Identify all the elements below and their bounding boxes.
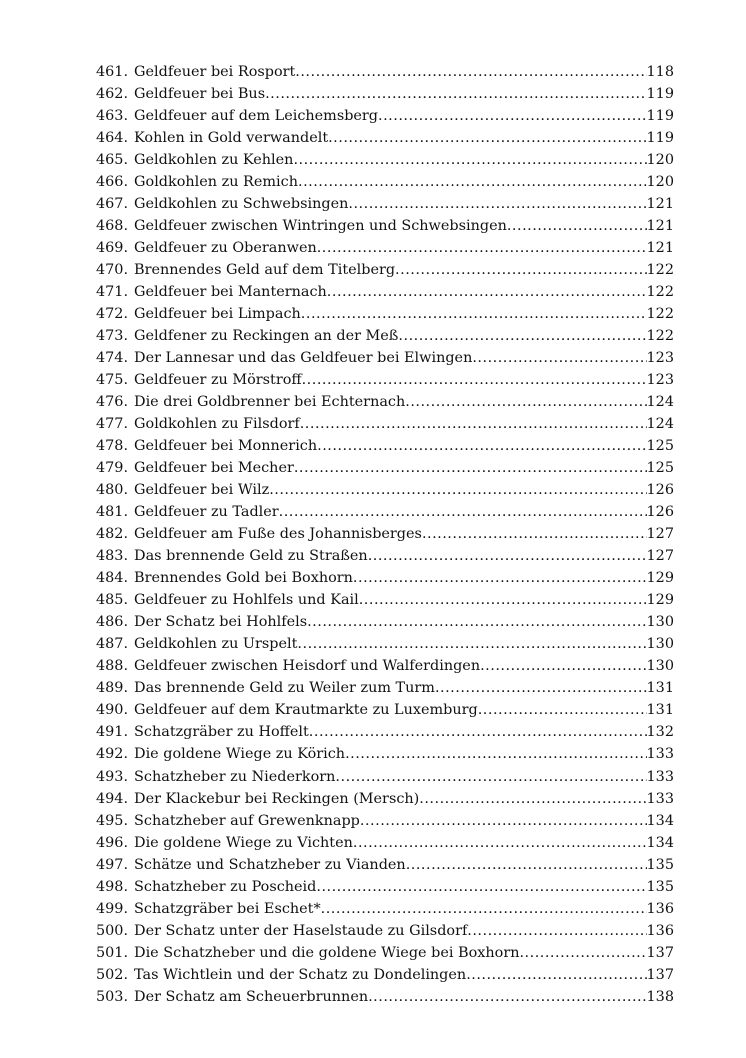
toc-entry-number: 484.	[96, 570, 129, 587]
toc-entry-number: 485.	[96, 592, 129, 609]
toc-leader-dots	[297, 633, 646, 655]
toc-entry-title: Geldfeuer bei Limpach	[134, 306, 301, 323]
toc-entry-page-number: 121	[646, 218, 674, 235]
toc-entry-title: Geldfeuer zu Oberanwen	[134, 240, 317, 257]
toc-entry-title: Geldfener zu Reckingen an der Meß	[134, 328, 399, 345]
toc-leader-dots	[317, 435, 646, 457]
toc-entry-number: 480.	[96, 482, 129, 499]
toc-entry[interactable]	[96, 281, 674, 303]
toc-entry-title: Der Klackebur bei Reckingen (Mersch)	[134, 790, 420, 807]
toc-entry-number: 469.	[96, 240, 129, 257]
toc-entry[interactable]	[96, 766, 674, 788]
toc-entry[interactable]	[96, 876, 674, 898]
toc-entry-page-number: 136	[646, 900, 674, 917]
toc-leader-dots	[345, 743, 646, 765]
toc-leader-dots	[353, 567, 647, 589]
toc-entry-number: 464.	[96, 130, 129, 147]
toc-entry[interactable]	[96, 215, 674, 237]
toc-entry-page-number: 130	[646, 658, 674, 675]
toc-entry-title: Schatzheber auf Grewenknapp	[134, 812, 360, 829]
toc-entry-number: 475.	[96, 372, 129, 389]
toc-entry-number: 496.	[96, 834, 129, 851]
toc-entry[interactable]	[96, 303, 674, 325]
toc-leader-dots	[328, 127, 646, 149]
toc-entry-title: Geldfeuer auf dem Krautmarkte zu Luxemburg	[134, 702, 478, 719]
toc-entry-number: 499.	[96, 900, 129, 917]
toc-leader-dots	[348, 193, 646, 215]
toc-entry[interactable]	[96, 369, 674, 391]
toc-entry-number: 493.	[96, 768, 129, 785]
toc-entry-page-number: 125	[646, 460, 674, 477]
toc-entry-page-number: 122	[646, 262, 674, 279]
toc-entry-title: Geldfeuer bei Wilz	[134, 482, 270, 499]
toc-entry-page-number: 124	[646, 394, 674, 411]
toc-entry-number: 494.	[96, 790, 129, 807]
toc-leader-dots	[327, 281, 647, 303]
toc-entry[interactable]	[96, 832, 674, 854]
toc-entry-number: 481.	[96, 504, 129, 521]
toc-leader-dots	[265, 83, 646, 105]
toc-leader-dots	[466, 964, 646, 986]
toc-entry[interactable]	[96, 810, 674, 832]
toc-entry-number: 489.	[96, 680, 129, 697]
toc-entry-page-number: 124	[646, 416, 674, 433]
toc-entry-page-number: 127	[646, 526, 674, 543]
toc-entry-number: 482.	[96, 526, 129, 543]
toc-entry-number: 468.	[96, 218, 129, 235]
toc-entry[interactable]	[96, 171, 674, 193]
toc-entry-title: Geldfeuer auf dem Leichemsberg	[134, 108, 379, 125]
toc-leader-dots	[293, 149, 646, 171]
toc-leader-dots	[298, 171, 647, 193]
toc-entry-number: 483.	[96, 548, 129, 565]
toc-leader-dots	[301, 303, 647, 325]
toc-leader-dots	[480, 655, 646, 677]
toc-entry-page-number: 123	[646, 372, 674, 389]
toc-entry-page-number: 123	[646, 350, 674, 367]
toc-entry-title: Kohlen in Gold verwandelt	[134, 130, 329, 147]
toc-entry-title: Geldfeuer zwischen Wintringen und Schwebsingen	[134, 218, 507, 235]
toc-entry-number: 492.	[96, 746, 129, 763]
toc-entry[interactable]	[96, 83, 674, 105]
toc-entry-title: Die goldene Wiege zu Körich	[134, 746, 346, 763]
toc-entry-page-number: 121	[646, 196, 674, 213]
toc-entry[interactable]	[96, 105, 674, 127]
toc-entry-number: 466.	[96, 174, 129, 191]
toc-entry-title: Geldfeuer bei Rosport	[134, 64, 296, 80]
toc-entry-title: Geldkohlen zu Kehlen	[134, 152, 294, 169]
toc-entry-number: 473.	[96, 328, 129, 345]
toc-entry-page-number: 119	[646, 108, 674, 125]
toc-entry-title: Das brennende Geld zu Straßen	[134, 548, 368, 565]
toc-entry[interactable]	[96, 788, 674, 810]
toc-entry[interactable]	[96, 898, 674, 920]
toc-entry-number: 491.	[96, 724, 129, 741]
toc-entry-title: Schatzheber zu Niederkorn	[134, 768, 336, 785]
toc-leader-dots	[359, 589, 647, 611]
toc-entry-number: 498.	[96, 878, 129, 895]
toc-entry-page-number: 127	[646, 548, 674, 565]
toc-entry[interactable]	[96, 567, 674, 589]
toc-entry-number: 486.	[96, 614, 129, 631]
toc-entry-number: 472.	[96, 306, 129, 323]
toc-entry-number: 479.	[96, 460, 129, 477]
toc-leader-dots	[395, 259, 646, 281]
toc-entry[interactable]	[96, 391, 674, 413]
toc-entry[interactable]	[96, 920, 674, 942]
toc-entry[interactable]	[96, 655, 674, 677]
toc-entry-number: 502.	[96, 966, 129, 983]
toc-entry-title: Tas Wichtlein und der Schatz zu Dondelingen	[134, 966, 467, 983]
toc-entry-page-number: 125	[646, 438, 674, 455]
toc-entry-title: Die drei Goldbrenner bei Echternach	[134, 394, 406, 411]
toc-leader-dots	[300, 413, 647, 435]
toc-entry[interactable]	[96, 589, 674, 611]
toc-entry-number: 478.	[96, 438, 129, 455]
toc-leader-dots	[321, 898, 647, 920]
toc-entry-title: Schatzheber zu Poscheid	[134, 878, 317, 895]
toc-leader-dots	[317, 237, 647, 259]
toc-entry[interactable]	[96, 61, 674, 83]
toc-entry-number: 488.	[96, 658, 129, 675]
toc-entry-title: Der Schatz bei Hohlfels	[134, 614, 308, 631]
toc-leader-dots	[279, 501, 647, 523]
toc-entry-page-number: 130	[646, 636, 674, 653]
toc-entry-page-number: 119	[646, 86, 674, 103]
toc-entry-number: 490.	[96, 702, 129, 719]
toc-entry-page-number: 133	[646, 746, 674, 763]
toc-entry-page-number: 126	[646, 482, 674, 499]
toc-entry[interactable]	[96, 457, 674, 479]
toc-leader-dots	[307, 611, 646, 633]
toc-entry-title: Das brennende Geld zu Weiler zum Turm	[134, 680, 435, 697]
toc-list	[96, 61, 674, 1008]
toc-entry[interactable]	[96, 193, 674, 215]
toc-entry-page-number: 129	[646, 570, 674, 587]
toc-entry-title: Der Lannesar und das Geldfeuer bei Elwingen	[134, 350, 473, 367]
toc-leader-dots	[435, 677, 647, 699]
toc-leader-dots	[519, 942, 646, 964]
toc-entry-page-number: 134	[646, 834, 674, 851]
toc-entry-title: Der Schatz am Scheuerbrunnen	[134, 988, 369, 1005]
toc-entry-page-number: 121	[646, 240, 674, 257]
toc-entry-page-number: 122	[646, 306, 674, 323]
toc-entry[interactable]	[96, 259, 674, 281]
toc-entry[interactable]	[96, 347, 674, 369]
toc-leader-dots	[507, 215, 647, 237]
toc-entry-number: 462.	[96, 86, 129, 103]
toc-entry-title: Goldkohlen zu Remich	[134, 174, 298, 191]
toc-entry-number: 503.	[96, 988, 129, 1005]
toc-entry-number: 461.	[96, 64, 129, 80]
toc-leader-dots	[335, 766, 646, 788]
toc-leader-dots	[353, 832, 647, 854]
toc-entry-title: Die Schatzheber und die goldene Wiege bei Boxhorn	[134, 944, 520, 961]
toc-entry-title: Geldkohlen zu Urspelt	[134, 636, 298, 653]
toc-entry-page-number: 122	[646, 284, 674, 301]
toc-entry-page-number: 119	[646, 130, 674, 147]
toc-entry-title: Geldfeuer am Fuße des Johannisberges	[134, 526, 422, 543]
toc-entry-title: Schatzgräber zu Hoffelt	[134, 724, 309, 741]
toc-entry-page-number: 134	[646, 812, 674, 829]
toc-entry-number: 477.	[96, 416, 129, 433]
toc-entry[interactable]	[96, 479, 674, 501]
toc-entry-page-number: 120	[646, 174, 674, 191]
toc-leader-dots	[478, 699, 647, 721]
toc-leader-dots	[269, 479, 646, 501]
toc-entry-page-number: 129	[646, 592, 674, 609]
toc-entry[interactable]	[96, 633, 674, 655]
toc-leader-dots	[295, 61, 646, 83]
toc-entry-page-number: 131	[646, 680, 674, 697]
toc-entry[interactable]	[96, 721, 674, 743]
toc-leader-dots	[368, 986, 646, 1008]
toc-entry-title: Geldfeuer bei Manternach	[134, 284, 327, 301]
toc-entry-page-number: 131	[646, 702, 674, 719]
toc-entry-title: Geldfeuer bei Bus	[134, 86, 266, 103]
toc-leader-dots	[316, 876, 646, 898]
toc-entry-title: Geldfeuer zwischen Heisdorf und Walferdingen	[134, 658, 481, 675]
toc-entry[interactable]	[96, 413, 674, 435]
toc-entry[interactable]	[96, 149, 674, 171]
toc-entry[interactable]	[96, 501, 674, 523]
toc-entry-title: Geldfeuer zu Hohlfels und Kail	[134, 592, 359, 609]
toc-entry-title: Geldfeuer zu Tadler	[134, 504, 279, 521]
toc-entry[interactable]	[96, 699, 674, 721]
toc-entry-number: 463.	[96, 108, 129, 125]
toc-entry[interactable]	[96, 854, 674, 876]
toc-entry-number: 467.	[96, 196, 129, 213]
toc-entry[interactable]	[96, 127, 674, 149]
toc-entry-title: Goldkohlen zu Filsdorf	[134, 416, 300, 433]
toc-entry-number: 465.	[96, 152, 129, 169]
toc-entry-page-number: 130	[646, 614, 674, 631]
toc-entry-page-number: 122	[646, 328, 674, 345]
toc-leader-dots	[398, 325, 646, 347]
toc-leader-dots	[302, 369, 647, 391]
toc-leader-dots	[309, 721, 647, 743]
toc-entry-page-number: 118	[646, 64, 674, 80]
toc-entry[interactable]	[96, 325, 674, 347]
toc-entry-number: 476.	[96, 394, 129, 411]
toc-entry[interactable]	[96, 237, 674, 259]
toc-entry[interactable]	[96, 964, 674, 986]
toc-entry-title: Schatzgräber bei Eschet*	[134, 900, 321, 917]
toc-entry-title: Der Schatz unter der Haselstaude zu Gilsdorf	[134, 922, 468, 939]
toc-entry-title: Geldfeuer bei Monnerich	[134, 438, 318, 455]
toc-entry[interactable]	[96, 523, 674, 545]
toc-entry-page-number: 138	[646, 988, 674, 1005]
toc-entry-title: Geldfeuer bei Mecher	[134, 460, 294, 477]
toc-leader-dots	[294, 457, 647, 479]
toc-entry-number: 474.	[96, 350, 129, 367]
toc-entry-title: Brennendes Geld auf dem Titelberg	[134, 262, 396, 279]
toc-leader-dots	[405, 391, 646, 413]
toc-leader-dots	[368, 545, 647, 567]
toc-entry-title: Die goldene Wiege zu Vichten	[134, 834, 353, 851]
toc-entry[interactable]	[96, 677, 674, 699]
toc-entry[interactable]	[96, 435, 674, 457]
toc-entry-number: 495.	[96, 812, 129, 829]
toc-entry-number: 470.	[96, 262, 129, 279]
toc-entry-number: 501.	[96, 944, 129, 961]
table-of-contents	[96, 61, 674, 1008]
toc-entry[interactable]	[96, 942, 674, 964]
toc-entry-title: Geldkohlen zu Schwebsingen	[134, 196, 349, 213]
toc-entry-page-number: 126	[646, 504, 674, 521]
toc-entry-number: 471.	[96, 284, 129, 301]
toc-entry-page-number: 133	[646, 790, 674, 807]
toc-entry-page-number: 135	[646, 856, 674, 873]
toc-leader-dots	[467, 920, 646, 942]
toc-entry-page-number: 137	[646, 966, 674, 983]
toc-leader-dots	[406, 854, 647, 876]
toc-entry-number: 487.	[96, 636, 129, 653]
toc-entry-page-number: 137	[646, 944, 674, 961]
toc-entry-title: Brennendes Gold bei Boxhorn	[134, 570, 353, 587]
toc-leader-dots	[378, 105, 647, 127]
toc-leader-dots	[422, 523, 647, 545]
toc-entry-page-number: 133	[646, 768, 674, 785]
toc-entry-page-number: 136	[646, 922, 674, 939]
toc-entry-page-number: 120	[646, 152, 674, 169]
toc-entry-title: Schätze und Schatzheber zu Vianden	[134, 856, 406, 873]
toc-entry-number: 500.	[96, 922, 129, 939]
toc-entry-number: 497.	[96, 856, 129, 873]
toc-leader-dots	[419, 788, 646, 810]
toc-entry-page-number: 135	[646, 878, 674, 895]
toc-leader-dots	[360, 810, 647, 832]
toc-entry[interactable]	[96, 611, 674, 633]
toc-entry[interactable]	[96, 743, 674, 765]
toc-entry[interactable]	[96, 986, 674, 1008]
toc-entry-title: Geldfeuer zu Mörstroff	[134, 372, 302, 389]
toc-leader-dots	[472, 347, 646, 369]
toc-entry-page-number: 132	[646, 724, 674, 741]
toc-entry[interactable]	[96, 545, 674, 567]
